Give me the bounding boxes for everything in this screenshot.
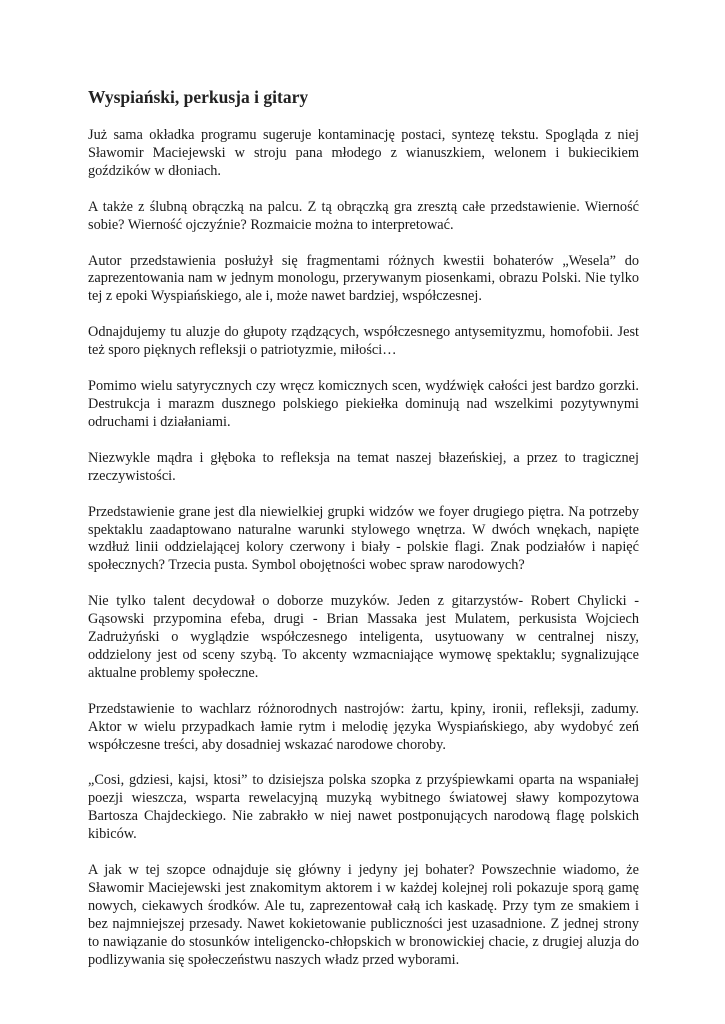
paragraph-2: A także z ślubną obrączką na palcu. Z tą obrączką gra zresztą całe przedstawienie. Wierność sobie? Wierność ojczyźnie? Rozmaicie można to interpretować.	[88, 198, 639, 233]
document-page	[88, 86, 639, 988]
document-title: Wyspiański, perkusja i gitary	[88, 87, 309, 107]
paragraph-1: Już sama okładka programu sugeruje kontaminację postaci, syntezę tekstu. Spogląda z niej Sławomir Maciejewski w stroju pana młodego z wianuszkiem, welonem i bukiecikiem goździków w dłoniach.	[88, 127, 639, 179]
paragraph-9: Przedstawienie to wachlarz różnorodnych nastrojów: żartu, kpiny, ironii, refleksji, zadumy. Aktor w wielu przypadkach łamie rytm i melodię języka Wyspiańskiego, aby wydobyć zeń współczesne treści, aby dosadniej wskazać narodowe choroby.	[88, 700, 639, 753]
paragraph-8: Nie tylko talent decydował o doborze muzyków. Jeden z gitarzystów- Robert Chylicki - Gąsowski przypomina efeba, drugi - Brian Massaka jest Mulatem, perkusista Wojciech Zadrużyński o wyglądzie współczesnego inteligenta, usytuowany w centralnej niszy, oddzielony jest od sceny szybą. To akcenty wzmacniające wymowę spektaklu; sygnalizujące aktualne problemy społeczne.	[88, 593, 639, 681]
paragraph-5: Pomimo wielu satyrycznych czy wręcz komicznych scen, wydźwięk całości jest bardzo gorzki. Destrukcja i marazm dusznego polskiego piekiełka dominują nad wszelkimi pozytywnymi odruchami i działaniami.	[88, 378, 639, 430]
paragraph-10: „Cosi, gdziesi, kajsi, ktosi” to dzisiejsza polska szopka z przyśpiewkami oparta na wspaniałej poezji wieszcza, wsparta rewelacyjną muzyką wybitnego światowej sławy kompozytowa Bartosza Chajdeckiego. Nie zabrakło w niej nawet postponujących narodową flagę polskich kibiców.	[88, 772, 639, 843]
paragraph-3: Autor przedstawienia posłużył się fragmentami różnych kwestii bohaterów „Wesela” do zaprezentowania nam w jednym monologu, przerywanym piosenkami, obrazu Polski. Nie tylko tej z epoki Wyspiańskiego, ale i, może nawet bardziej, współczesnej.	[88, 252, 639, 305]
paragraph-11: A jak w tej szopce odnajduje się główny i jedyny jej bohater? Powszechnie wiadomo, że Sławomir Maciejewski jest znakomitym aktorem i w każdej kolejnej roli pokazuje sporą gamę nowych, ciekawych środków. Ale tu, zaprezentował całą ich kaskadę. Przy tym ze smakiem i bez najmniejszej przesady. Nawet kokietowanie publiczności jest uzasadnione. Z jednej strony to nawiązanie do stosunków inteligencko-chłopskich w bronowickiej chacie, z drugiej aluzja do podlizywania się społeczeństwu naszych władz przed wyborami.	[88, 862, 639, 968]
paragraph-6: Niezwykle mądra i głęboka to refleksja na temat naszej błazeńskiej, a przez to tragicznej rzeczywistości.	[88, 449, 639, 484]
paragraph-4: Odnajdujemy tu aluzje do głupoty rządzących, współczesnego antysemityzmu, homofobii. Jest też sporo pięknych refleksji o patriotyzmie, miłości…	[88, 324, 639, 359]
paragraph-7: Przedstawienie grane jest dla niewielkiej grupki widzów we foyer drugiego piętra. Na potrzeby spektaklu zaadaptowano naturalne warunki stylowego wnętrza. W dwóch wnękach, napięte wzdłuż linii oddzielającej kolory czerwony i biały - polskie flagi. Znak podziałów i napięć społecznych? Trzecia pusta. Symbol obojętności wobec spraw narodowych?	[88, 503, 639, 574]
